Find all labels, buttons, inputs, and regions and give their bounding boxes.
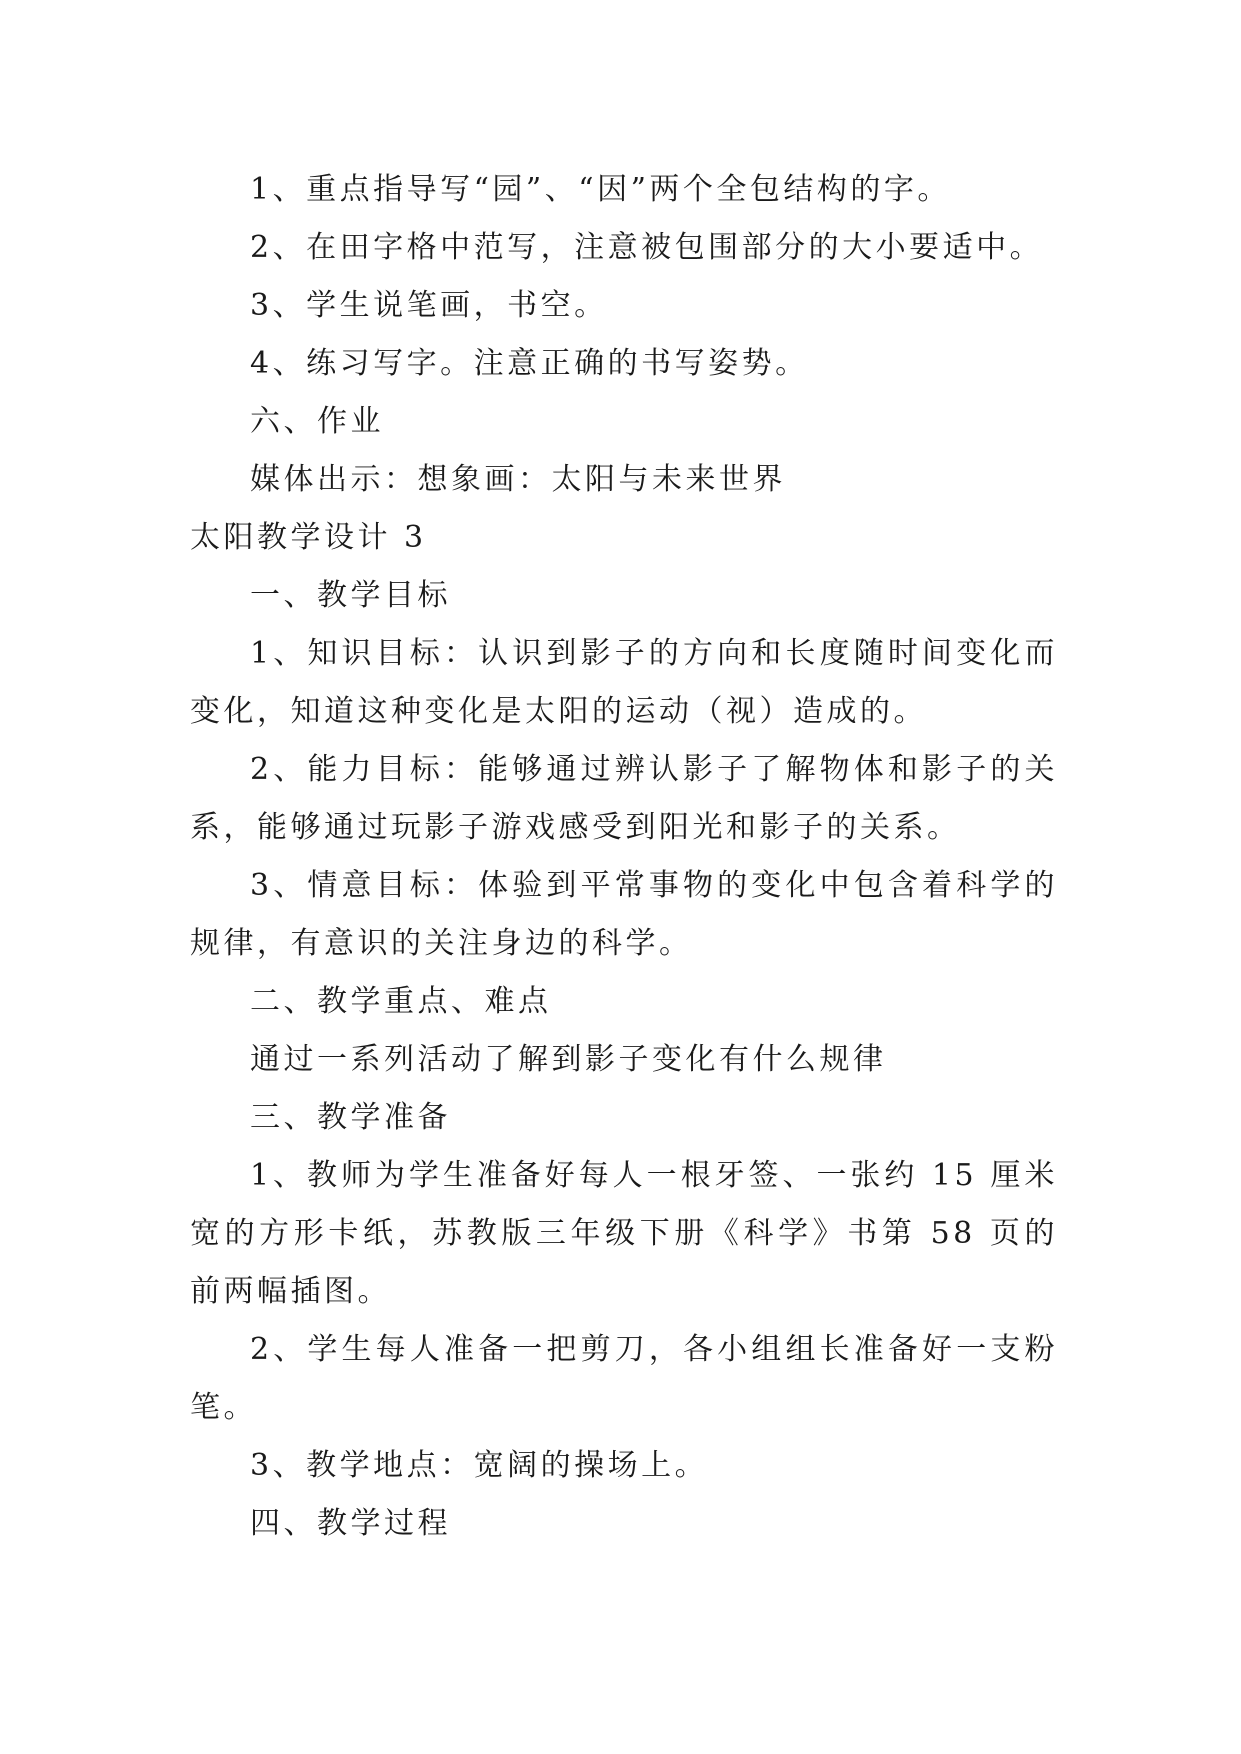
paragraph: 1、教师为学生准备好每人一根牙签、一张约 15 厘米宽的方形卡纸，苏教版三年级下册《科学》书第 58 页的前两幅插图。 <box>190 1158 1058 1309</box>
paragraph: 通过一系列活动了解到影子变化有什么规律 <box>250 1042 887 1077</box>
paragraph: 4、练习写字。注意正确的书写姿势。 <box>250 346 809 381</box>
paragraph: 3、教学地点：宽阔的操场上。 <box>250 1448 709 1483</box>
paragraph: 1、知识目标：认识到影子的方向和长度随时间变化而变化，知道这种变化是太阳的运动（视）造成的。 <box>190 636 1058 729</box>
paragraph: 2、能力目标：能够通过辨认影子了解物体和影子的关系，能够通过玩影子游戏感受到阳光和影子的关系。 <box>190 752 1058 845</box>
paragraph: 1、重点指导写“园”、“因”两个全包结构的字。 <box>250 172 951 207</box>
section-heading: 六、作业 <box>250 404 384 439</box>
document-title: 太阳教学设计 3 <box>190 520 427 555</box>
section-heading: 四、教学过程 <box>250 1506 451 1541</box>
section-heading: 一、教学目标 <box>250 578 451 613</box>
section-heading: 二、教学重点、难点 <box>250 984 552 1019</box>
section-heading: 三、教学准备 <box>250 1100 451 1135</box>
paragraph: 3、学生说笔画，书空。 <box>250 288 608 323</box>
paragraph: 媒体出示：想象画：太阳与未来世界 <box>250 462 786 497</box>
paragraph: 3、情意目标：体验到平常事物的变化中包含着科学的规律，有意识的关注身边的科学。 <box>190 868 1058 961</box>
paragraph: 2、在田字格中范写，注意被包围部分的大小要适中。 <box>250 230 1044 265</box>
document-body <box>190 161 1058 1553</box>
paragraph: 2、学生每人准备一把剪刀，各小组组长准备好一支粉笔。 <box>190 1332 1058 1425</box>
